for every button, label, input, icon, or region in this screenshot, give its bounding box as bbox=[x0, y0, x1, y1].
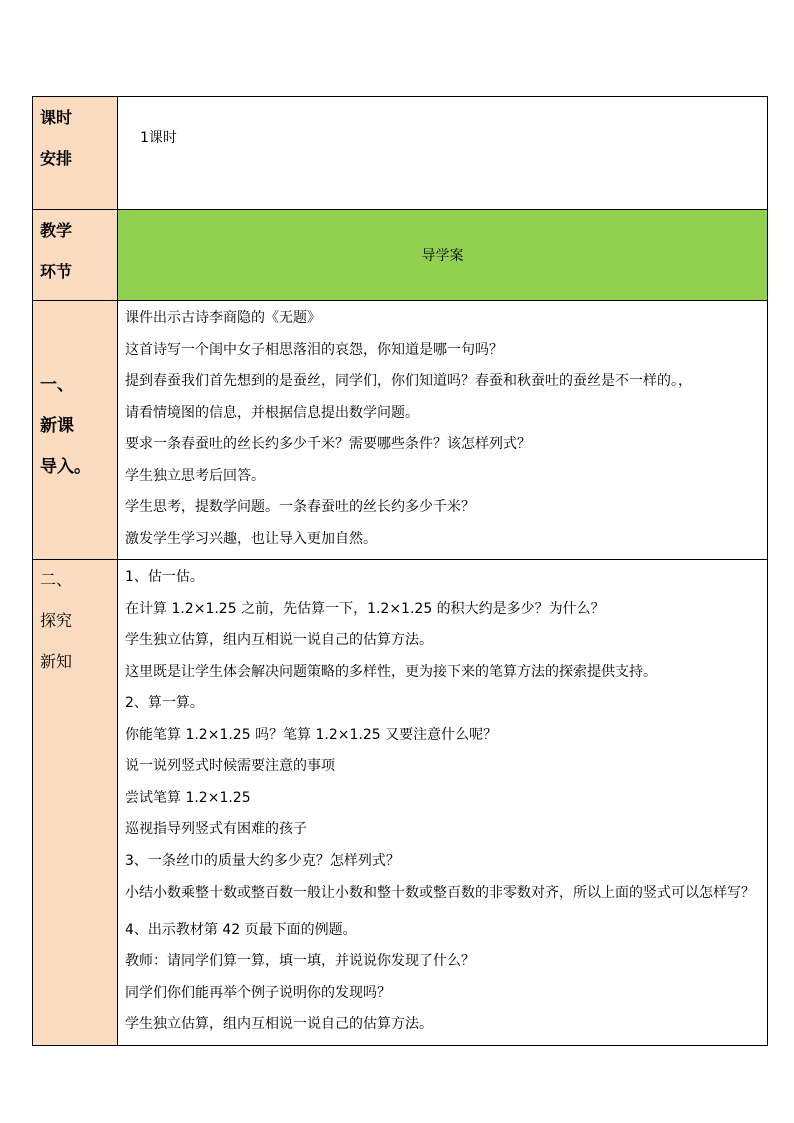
content-line: 请看情境图的信息，并根据信息提出数学问题。 bbox=[125, 404, 419, 421]
label-line: 安排 bbox=[40, 149, 73, 168]
content-line: 教师：请同学们算一算，填一填，并说说你发现了什么？ bbox=[125, 953, 475, 969]
label-line: 一、 bbox=[40, 375, 74, 395]
class-hours-value: 1课时 bbox=[118, 97, 768, 210]
content-line: 要求一条春蚕吐的丝长约多少千米？需要哪些条件？该怎样列式？ bbox=[125, 436, 531, 452]
content-line: 课件出示古诗李商隐的《无题》 bbox=[125, 310, 321, 326]
content-line: 这里既是让学生体会解决问题策略的多样性，更为接下来的笔算方法的探索提供支持。 bbox=[125, 663, 657, 680]
content-line: 4、出示教材第 42 页最下面的例题。 bbox=[125, 921, 357, 938]
label-line: 教学 bbox=[40, 221, 73, 240]
row-new-lesson-intro bbox=[33, 301, 768, 560]
row-class-hours bbox=[33, 97, 768, 210]
row-explore-new-knowledge bbox=[33, 560, 768, 1046]
lesson-plan-table bbox=[32, 96, 768, 1046]
label-line: 探究 bbox=[40, 611, 73, 630]
explore-content bbox=[118, 560, 768, 1046]
content-line: 提到春蚕我们首先想到的是蚕丝，同学们，你们知道吗？春蚕和秋蚕吐的蚕丝是不一样的。， bbox=[125, 373, 692, 389]
content-line: 在计算 1.2×1.25 之前，先估算一下，1.2×1.25 的积大约是多少？为什么？ bbox=[125, 600, 605, 617]
label-line: 环节 bbox=[40, 262, 73, 281]
content-line: 尝试笔算 1.2×1.25 bbox=[125, 789, 251, 806]
guided-study-header: 导学案 bbox=[118, 210, 768, 301]
content-line: 学生独立估算，组内互相说一说自己的估算方法。 bbox=[125, 1016, 433, 1032]
label-teaching-stage bbox=[33, 210, 118, 301]
label-explore-new-knowledge bbox=[33, 560, 118, 1046]
content-line: 小结小数乘整十数或整百数一般让小数和整十数或整百数的非零数对齐，所以上面的竖式可以怎样写？ bbox=[125, 885, 755, 901]
label-new-lesson-intro bbox=[33, 301, 118, 560]
content-line: 学生思考，提数学问题。一条春蚕吐的丝长约多少千米？ bbox=[125, 499, 475, 515]
content-line: 你能笔算 1.2×1.25 吗？笔算 1.2×1.25 又要注意什么呢？ bbox=[125, 726, 498, 743]
intro-content bbox=[118, 301, 768, 560]
content-line: 3、一条丝巾的质量大约多少克？怎样列式？ bbox=[125, 852, 400, 869]
content-line: 这首诗写一个闺中女子相思落泪的哀怨，你知道是哪一句吗？ bbox=[125, 341, 503, 358]
content-line: 同学们你们能再举个例子说明你的发现吗？ bbox=[125, 984, 391, 1001]
content-line: 学生独立估算，组内互相说一说自己的估算方法。 bbox=[125, 632, 433, 648]
label-line: 二、 bbox=[40, 570, 73, 589]
row-teaching-stage bbox=[33, 210, 768, 301]
label-line: 新知 bbox=[40, 652, 73, 671]
content-line: 说一说列竖式时候需要注意的事项 bbox=[125, 758, 335, 774]
content-line: 学生独立思考后回答。 bbox=[125, 467, 265, 484]
content-line: 激发学生学习兴趣，也让导入更加自然。 bbox=[125, 530, 377, 547]
content-line: 巡视指导列竖式有困难的孩子 bbox=[125, 821, 307, 837]
label-class-hours bbox=[33, 97, 118, 210]
label-line: 课时 bbox=[40, 108, 73, 127]
label-line: 导入。 bbox=[40, 457, 91, 477]
content-line: 2、算一算。 bbox=[125, 695, 204, 711]
label-line: 新课 bbox=[40, 416, 74, 436]
content-line: 1、估一估。 bbox=[125, 569, 204, 585]
